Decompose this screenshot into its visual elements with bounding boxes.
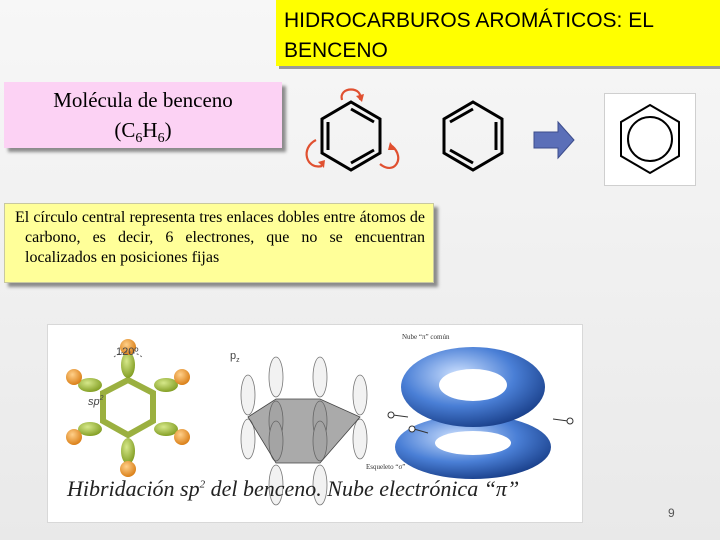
kekule-structure-1 xyxy=(296,82,406,192)
pi-cloud-label: Nube “π” común xyxy=(402,333,450,341)
sp2-label: $sp^2$ xyxy=(88,395,104,408)
molecule-name: Molécula de benceno xyxy=(53,88,233,112)
resonance-arrow-top xyxy=(342,90,361,101)
description-text: El círculo central representa tres enlaces dobles entre átomos de carbono, es decir, 6 electrones, que no se encuentran localizados en posiciones fijas xyxy=(15,209,425,266)
kekule-structure-2 xyxy=(418,82,528,192)
pi-cloud-drawing xyxy=(366,333,573,479)
page-number: 9 xyxy=(668,506,675,520)
angle-label: 120º xyxy=(116,346,139,358)
description-box xyxy=(4,203,434,283)
equivalence-arrow-icon xyxy=(532,120,576,160)
slide-title xyxy=(276,0,720,66)
sp2-skeleton-drawing xyxy=(66,339,190,477)
benzene-circle-structure xyxy=(604,93,696,186)
pz-label: $p_z$ xyxy=(230,350,240,364)
molecule-label-box xyxy=(4,82,282,148)
sigma-skeleton-label: Esqueleto “σ” xyxy=(366,463,406,471)
title-line-1: HIDROCARBUROS AROMÁTICOS: EL xyxy=(284,9,654,32)
title-line-2: BENCENO xyxy=(284,39,388,62)
figure-caption: Hibridación $sp^2$ del benceno. Nube electrónica “π” xyxy=(67,476,520,501)
molecule-formula: $(C_6H_6)$ xyxy=(114,118,172,147)
